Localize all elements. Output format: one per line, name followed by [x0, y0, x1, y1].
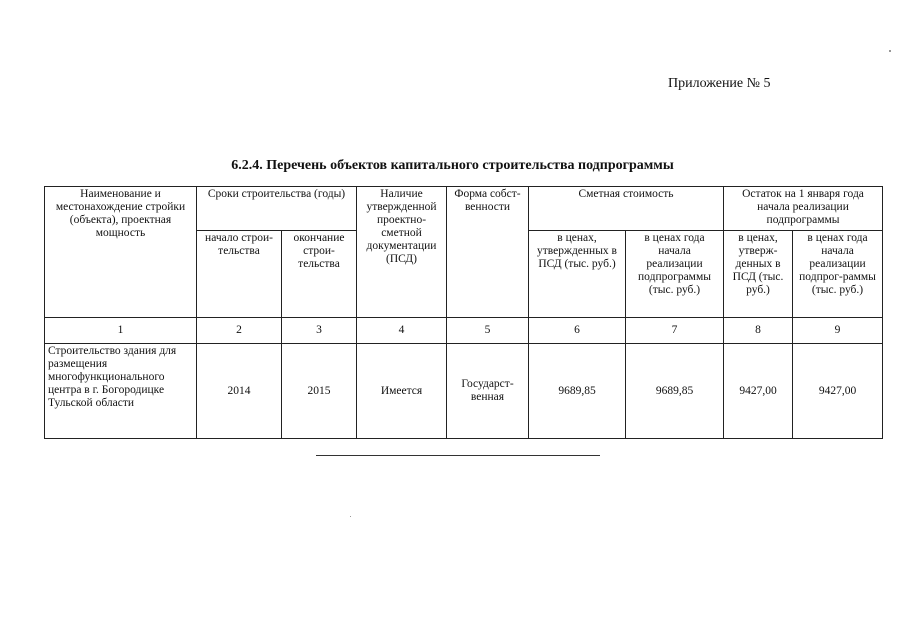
column-number: 2 — [197, 318, 282, 344]
scan-speck — [350, 516, 351, 517]
balance-start-value: 9427,00 — [793, 344, 883, 439]
column-number: 3 — [282, 318, 357, 344]
end-year: 2015 — [282, 344, 357, 439]
column-number: 4 — [357, 318, 447, 344]
column-number: 6 — [529, 318, 626, 344]
header-est-psd: в ценах, утвержденных в ПСД (тыс. руб.) — [529, 231, 626, 318]
column-number: 8 — [724, 318, 793, 344]
header-balance: Остаток на 1 января года начала реализации подпрограммы — [724, 187, 883, 231]
closing-rule — [316, 455, 600, 456]
header-terms: Сроки строительства (годы) — [197, 187, 357, 231]
ownership-form: Государст-венная — [447, 344, 529, 439]
column-number: 1 — [45, 318, 197, 344]
header-ownership: Форма собст-венности — [447, 187, 529, 318]
header-estimate: Сметная стоимость — [529, 187, 724, 231]
column-number: 7 — [626, 318, 724, 344]
column-number: 5 — [447, 318, 529, 344]
estimate-psd-value: 9689,85 — [529, 344, 626, 439]
start-year: 2014 — [197, 344, 282, 439]
psd-status: Имеется — [357, 344, 447, 439]
header-bal-psd: в ценах, утверж-денных в ПСД (тыс. руб.) — [724, 231, 793, 318]
column-number: 9 — [793, 318, 883, 344]
header-bal-start: в ценах года начала реализации подпрог-раммы (тыс. руб.) — [793, 231, 883, 318]
document-title: 6.2.4. Перечень объектов капитального строительства подпрограммы — [231, 158, 674, 173]
estimate-start-value: 9689,85 — [626, 344, 724, 439]
header-est-start: в ценах года начала реализации подпрограммы (тыс. руб.) — [626, 231, 724, 318]
header-name: Наименование и местонахождение стройки (объекта), проектная мощность — [45, 187, 197, 318]
header-start: начало строи-тельства — [197, 231, 282, 318]
appendix-label: Приложение № 5 — [668, 76, 771, 91]
object-name: Строительство здания для размещения многофункционального центра в г. Богородицке Тульской области — [45, 344, 197, 439]
table-row — [45, 344, 883, 439]
header-psd: Наличие утвержденной проектно-сметной документации (ПСД) — [357, 187, 447, 318]
objects-table — [44, 186, 883, 439]
scan-speck — [889, 50, 891, 52]
header-end: окончание строи-тельства — [282, 231, 357, 318]
balance-psd-value: 9427,00 — [724, 344, 793, 439]
